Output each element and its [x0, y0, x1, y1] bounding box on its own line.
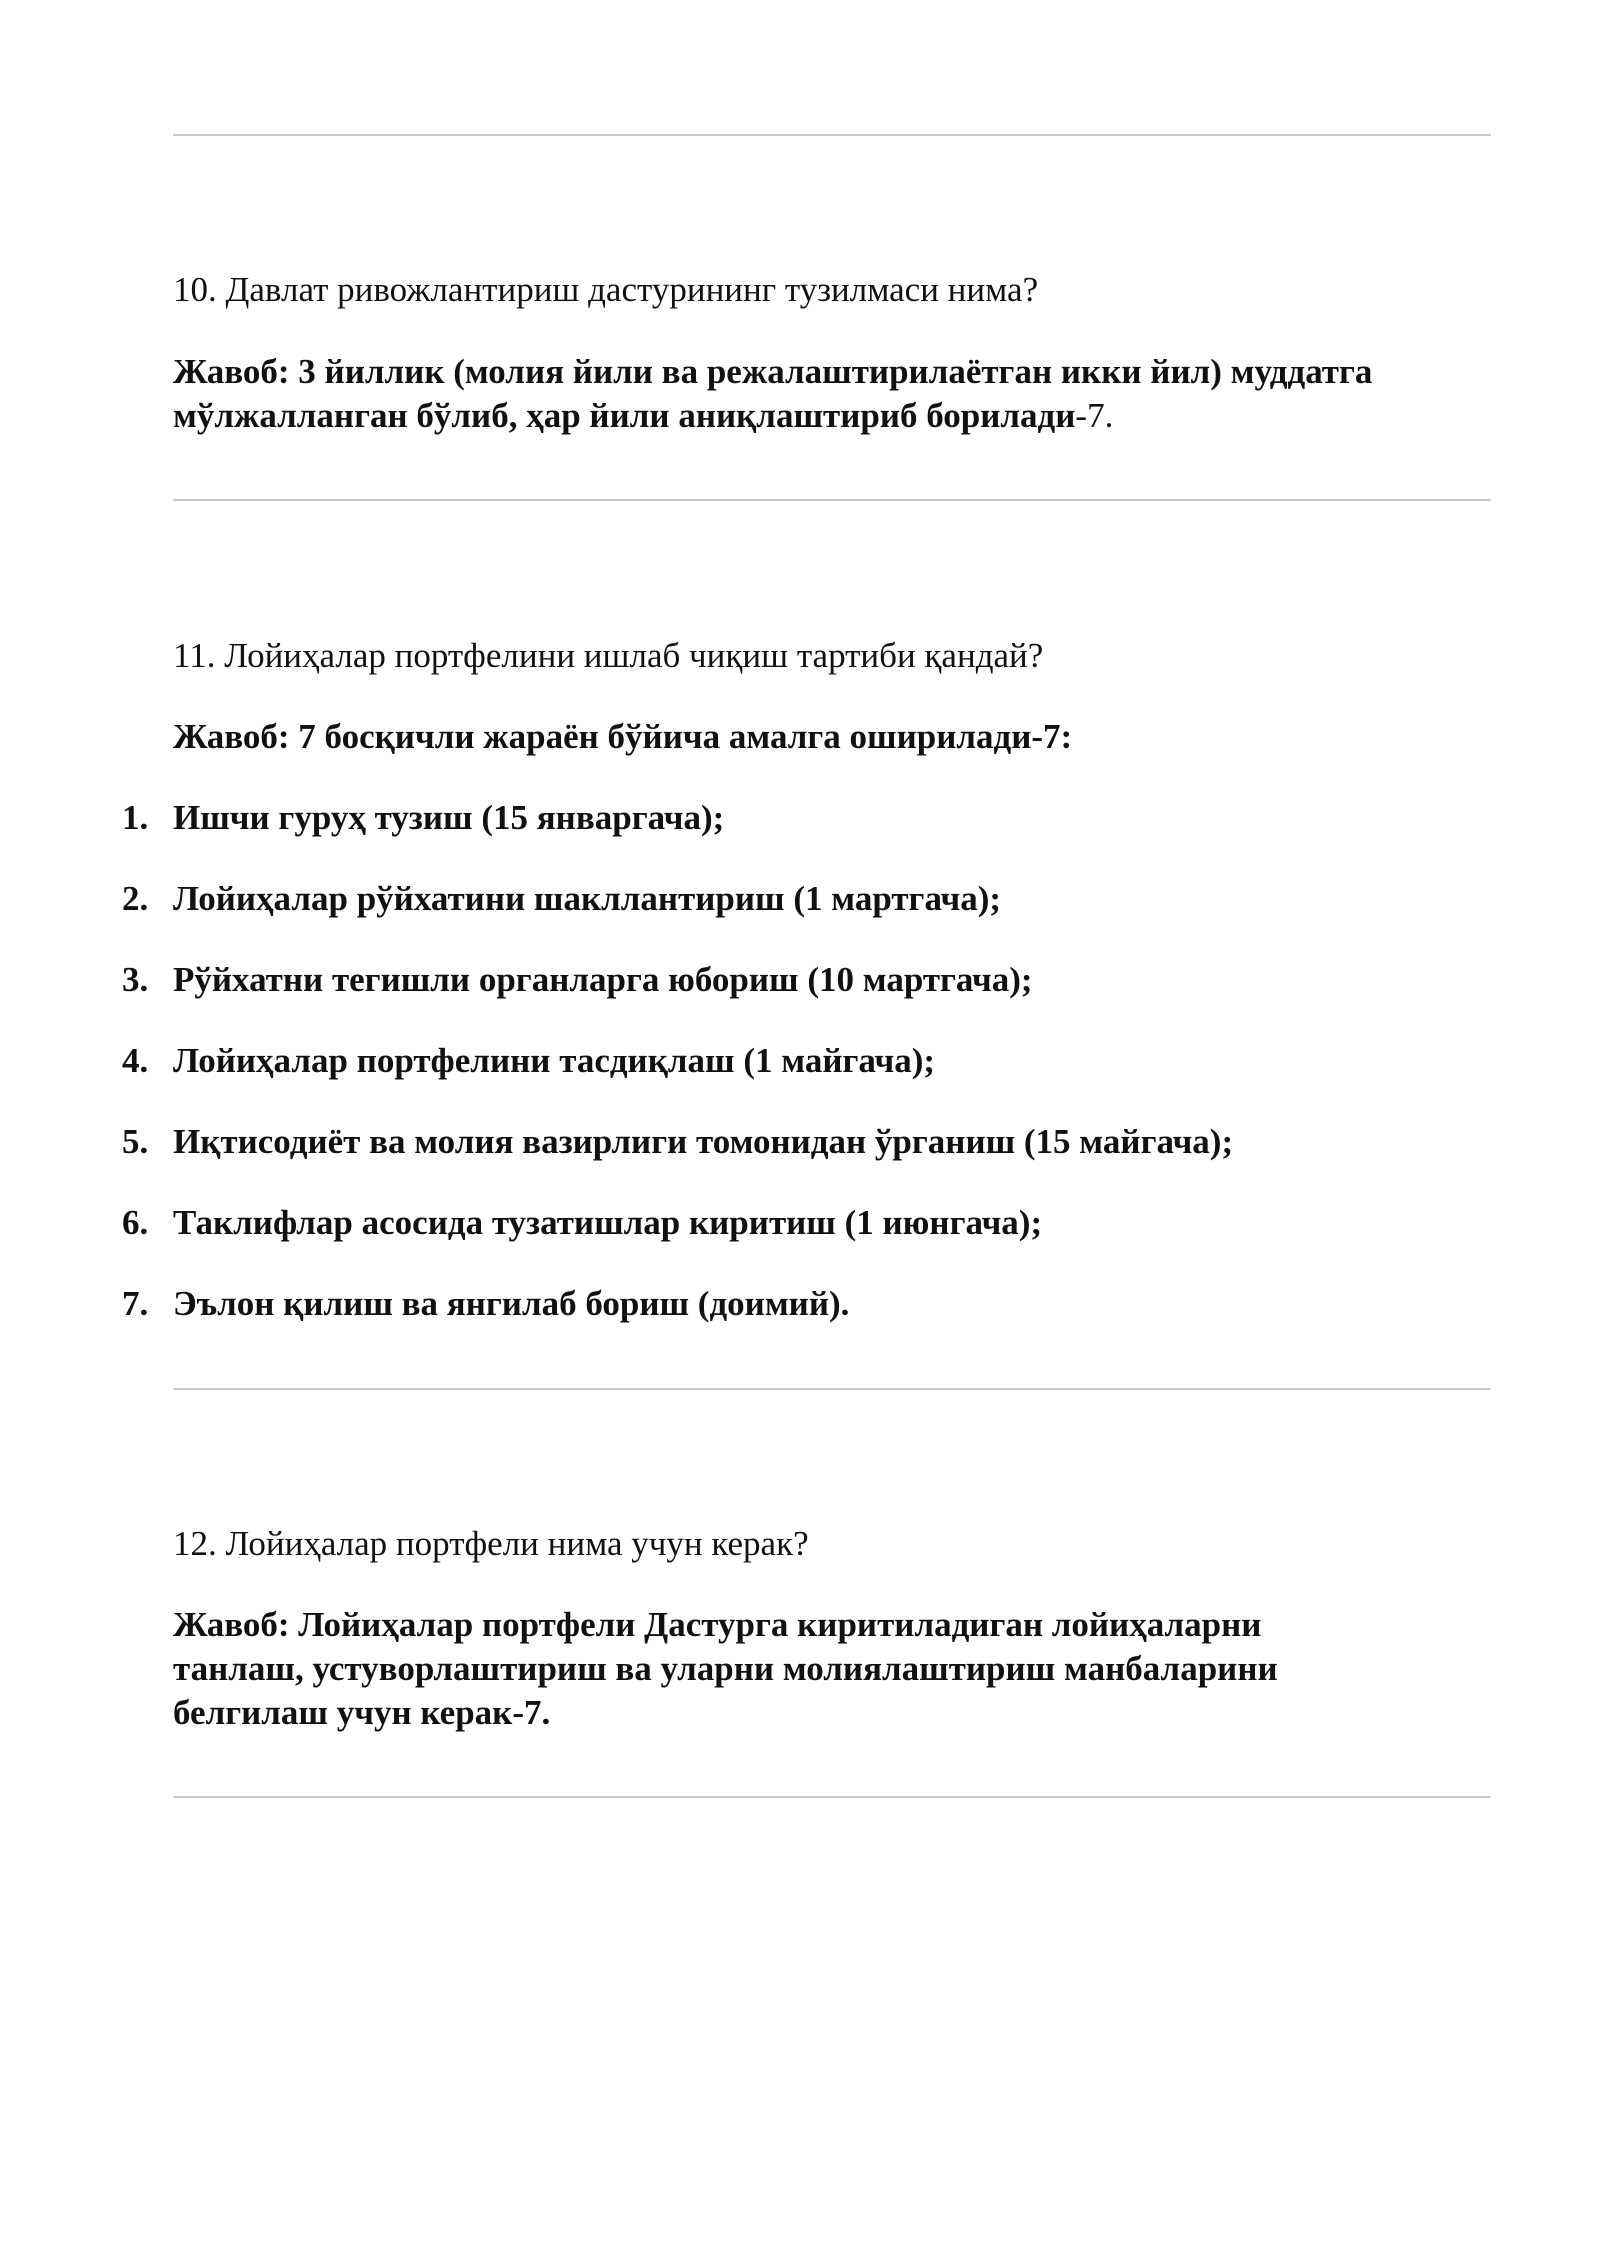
list-item-number: 7.: [122, 1284, 149, 1323]
list-item-number: 2.: [122, 879, 149, 918]
list-item: [122, 877, 1502, 921]
horizontal-divider: [173, 499, 1491, 501]
list-item-text: Лойиҳалар рўйхатини шакллантириш (1 мартгача);: [173, 879, 1002, 918]
answer-12-line-2: танлаш, устуворлаштириш ва уларни молиялаштириш манбаларини: [173, 1649, 1278, 1688]
answer-10-line-1: Жавоб: 3 йиллик (молия йили ва режалаштирилаётган икки йил) муддатга: [173, 352, 1373, 391]
answer-10-reference: -7.: [1075, 396, 1114, 435]
question-10: 10. Давлат ривожлантириш дастурининг тузилмаси нима?: [173, 270, 1039, 309]
answer-12-line-1: Жавоб: Лойиҳалар портфели Дастурга киритиладиган лойиҳаларни: [173, 1605, 1262, 1644]
list-item: [122, 1282, 1502, 1326]
list-item: [122, 1039, 1502, 1083]
list-item-number: 3.: [122, 960, 149, 999]
list-item: [122, 1201, 1502, 1245]
answer-11: [173, 715, 1503, 759]
list-item-number: 1.: [122, 798, 149, 837]
list-item-text: Иқтисодиёт ва молия вазирлиги томонидан ўрганиш (15 майгача);: [173, 1122, 1234, 1161]
answer-10-line-2: [173, 394, 1503, 438]
list-item-text: Ишчи гуруҳ тузиш (15 январгача);: [173, 798, 725, 837]
list-item-text: Лойиҳалар портфелини тасдиқлаш (1 майгача);: [173, 1041, 936, 1080]
horizontal-divider: [173, 1388, 1491, 1390]
list-item-number: 6.: [122, 1203, 149, 1242]
list-item: [122, 796, 1502, 840]
question-12: 12. Лойиҳалар портфели нима учун керак?: [173, 1524, 809, 1563]
horizontal-divider: [173, 1796, 1491, 1798]
answer-11-line-1: Жавоб: 7 босқичли жараён бўйича амалга оширилади-7:: [173, 717, 1073, 756]
list-item-text: Эълон қилиш ва янгилаб бориш (доимий).: [173, 1284, 850, 1323]
question-11: 11. Лойиҳалар портфелини ишлаб чиқиш тартиби қандай?: [173, 636, 1044, 675]
list-item: [122, 958, 1502, 1002]
list-item-number: 5.: [122, 1122, 149, 1161]
answer-10-line-2-bold: мўлжалланган бўлиб, ҳар йили аниқлаштириб борилади: [173, 396, 1076, 435]
list-item-text: Таклифлар асосида тузатишлар киритиш (1 июнгача);: [173, 1203, 1043, 1242]
horizontal-divider: [173, 134, 1491, 136]
answer-12-line-3: белгилаш учун керак-7.: [173, 1693, 551, 1732]
list-item-number: 4.: [122, 1041, 149, 1080]
list-item-text: Рўйхатни тегишли органларга юбориш (10 мартгача);: [173, 960, 1033, 999]
answer-12: [173, 1603, 1503, 1735]
answer-10: [173, 350, 1503, 438]
list-item: [122, 1120, 1502, 1164]
